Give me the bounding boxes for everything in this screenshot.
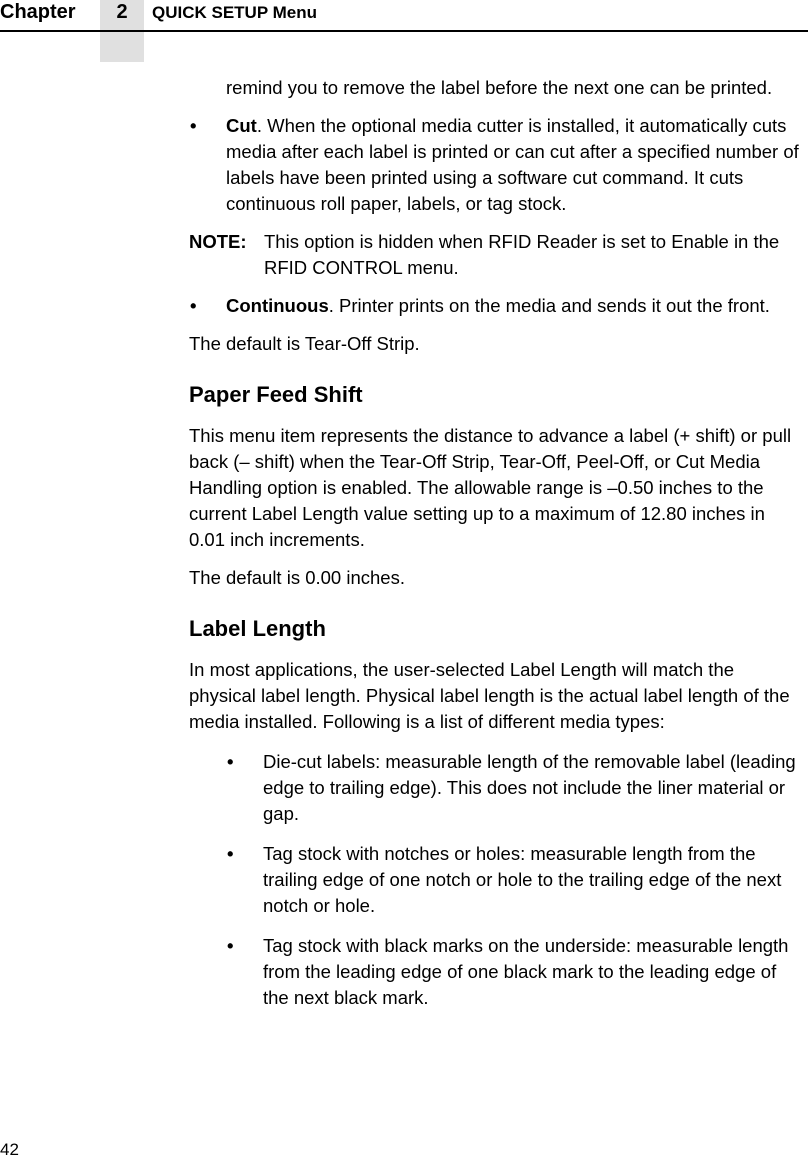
page-content [189,75,804,1025]
note-label: NOTE: [189,231,247,252]
bullet-cut [189,113,804,217]
bullet-text: Die-cut labels: measurable length of the removable label (leading edge to trailing edge). This does not include the liner material or gap. [263,751,796,824]
intro-continuation: remind you to remove the label before the next one can be printed. [226,77,773,98]
bullet-term: Continuous [226,295,329,316]
bullet-text: . When the optional media cutter is installed, it automatically cuts media after each label is printed or can cut after a specified number of labels have been printed using a software cut command. It cuts continuous roll paper, labels, or tag stock. [226,115,799,214]
page-header [0,0,808,62]
bullet-marker: • [190,115,197,136]
page-number: 42 [0,1140,19,1159]
bullet-term: Cut [226,115,257,136]
bullet-marker: • [190,295,197,316]
heading-label-length: Label Length [189,616,326,641]
chapter-number: 2 [116,1,128,23]
note-text: This option is hidden when RFID Reader is set to Enable in the RFID CONTROL menu. [264,231,780,278]
bullet-continuous [189,293,804,319]
list-item [189,841,804,919]
default-tear-off: The default is Tear-Off Strip. [189,333,420,354]
bullet-marker: • [227,843,234,864]
header-divider [0,30,808,32]
paper-feed-shift-default: The default is 0.00 inches. [189,567,405,588]
bullet-text: Tag stock with black marks on the underside: measurable length from the leading edge of one black mark to the leading edge of the next black mark. [263,935,789,1008]
heading-paper-feed-shift: Paper Feed Shift [189,382,363,407]
bullet-marker: • [227,935,234,956]
list-item [189,933,804,1011]
label-length-body: In most applications, the user-selected Label Length will match the physical label length. Physical label length is the actual label length of the media installed. Following is a list of different media types: [189,659,790,732]
bullet-marker: • [227,751,234,772]
paper-feed-shift-body: This menu item represents the distance to advance a label (+ shift) or pull back (– shift) when the Tear-Off Strip, Tear-Off, Peel-Off, or Cut Media Handling option is enabled. The allowable range is –0.50 inches to the current Label Length value setting up to a maximum of 12.80 inches in 0.01 inch increments. [189,425,792,550]
section-title: QUICK SETUP Menu [152,3,317,22]
note [189,229,804,281]
bullet-text: Tag stock with notches or holes: measurable length from the trailing edge of one notch or hole to the trailing edge of the next notch or hole. [263,843,782,916]
chapter-label: Chapter [0,1,76,23]
list-item [189,749,804,827]
bullet-text: . Printer prints on the media and sends it out the front. [328,295,770,316]
